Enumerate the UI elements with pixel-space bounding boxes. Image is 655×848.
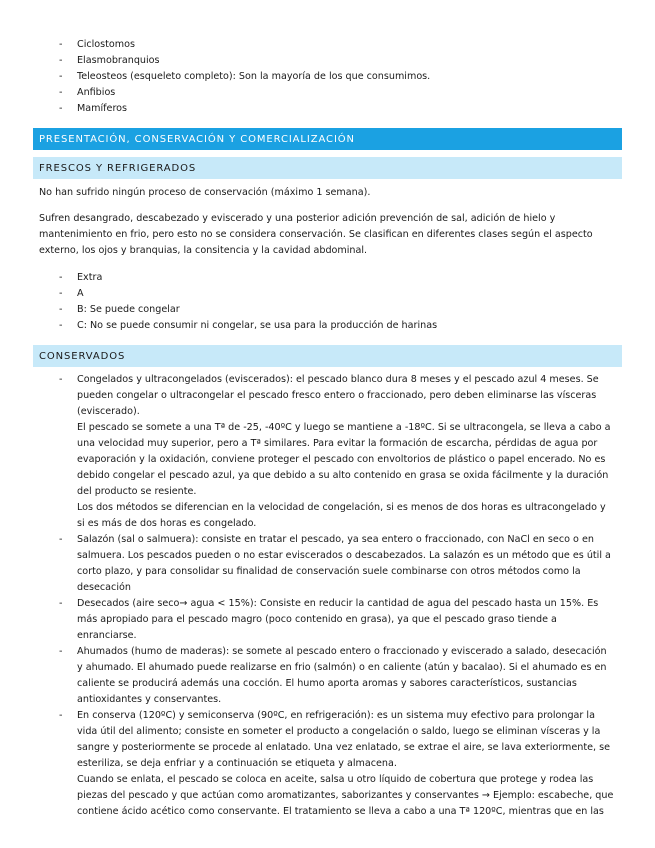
section-heading-presentacion: PRESENTACIÓN, CONSERVACIÓN Y COMERCIALIZACIÓN bbox=[33, 128, 622, 150]
list-item: - C: No se puede consumir ni congelar, se usa para la producción de harinas bbox=[0, 318, 640, 334]
list-item: - Mamíferos bbox=[0, 101, 640, 117]
list-item bbox=[0, 644, 614, 708]
list-item bbox=[0, 532, 614, 596]
conservation-methods-list bbox=[0, 372, 614, 820]
method-detail: El pescado se somete a una Tª de -25, -40ºC y luego se mantiene a -18ºC. Si se ultracongela, se lleva a cabo a una velocidad muy superior, pero a Tª similares. Para evitar la formación de escarcha, pérdidas de agua por evaporación y la oxidación, conviene proteger el pescado con envoltorios de plástico o papel encerado. No es debido congelar el pescado azul, ya que debido a su alto contenido en grasa se oxida fácilmente y la duración del producto se resiente. bbox=[77, 422, 611, 497]
list-item: - B: Se puede congelar bbox=[0, 302, 640, 318]
method-detail: Los dos métodos se diferencian en la velocidad de congelación, si es menos de dos horas es ultracongelado y si es más de dos horas es congelado. bbox=[77, 502, 606, 529]
list-item bbox=[0, 708, 614, 820]
method-description: - Congelados y ultracongelados (eviscerados): el pescado blanco dura 8 meses y el pescado azul 4 meses. Se pueden congelar o ultracongelar el pescado fresco entero o fraccionado, pero deben eliminarse las vísceras (eviscerado). bbox=[77, 374, 599, 417]
subheading-frescos: FRESCOS Y REFRIGERADOS bbox=[33, 157, 622, 179]
list-item: - Teleosteos (esqueleto completo): Son la mayoría de los que consumimos. bbox=[0, 69, 640, 85]
frescos-paragraph-2: Sufren desangrado, descabezado y eviscerado y una posterior adición prevención de sal, adición de hielo y mantenimiento en frio, pero esto no se considera conservación. Se clasifican en diferentes clases según el aspecto externo, los ojos y branquias, la consitencia y la cavidad abdominal. bbox=[39, 213, 593, 256]
method-detail: Cuando se enlata, el pescado se coloca en aceite, salsa u otro líquido de cobertura que protege y rodea las piezas del pescado y que actúan como aromatizantes, saborizantes y conservantes → Ejemplo: escabeche, que contiene ácido acético como conservante. El tratamiento se lleva a cabo a una Tª 120ºC, mientras que en las bbox=[77, 774, 614, 817]
list-item bbox=[0, 596, 614, 644]
list-item bbox=[0, 372, 614, 532]
list-item: - Ciclostomos bbox=[0, 37, 640, 53]
list-item: - A bbox=[0, 286, 640, 302]
list-item: - Extra bbox=[0, 270, 640, 286]
method-description: - En conserva (120ºC) y semiconserva (90ºC, en refrigeración): es un sistema muy efectivo para prolongar la vida útil del alimento; consiste en someter el producto a congelación o saldo, luego se eliminan vísceras y la sangre y posteriormente se procede al enlatado. Una vez enlatado, se extrae el aire, se lava exteriormente, se esteriliza, se deja enfriar y a continuación se etiqueta y almacena. bbox=[77, 710, 611, 769]
subheading-conservados: CONSERVADOS bbox=[33, 345, 622, 367]
method-description: - Ahumados (humo de maderas): se somete al pescado entero o fraccionado y eviscerado a salado, desecación y ahumado. El ahumado puede realizarse en frio (salmón) o en caliente (atún y bacalao). Si el ahumado es en caliente se producirá además una cocción. El humo aporta aromas y sabores característicos, sustancias antioxidantes y conservantes. bbox=[77, 646, 607, 705]
list-item: - Elasmobranquios bbox=[0, 53, 640, 69]
method-description: - Salazón (sal o salmuera): consiste en tratar el pescado, ya sea entero o fraccionado, con NaCl en seco o en salmuera. Los pescados pueden o no estar eviscerados o descabezados. La salazón es un método que es útil a corto plazo, y para consolidar su finalidad de conservación suele combinarse con otros métodos como la desecación bbox=[77, 534, 611, 593]
quality-grades-list bbox=[0, 270, 640, 334]
frescos-paragraph-1: No han sufrido ningún proceso de conservación (máximo 1 semana). bbox=[39, 187, 371, 198]
method-description: - Desecados (aire seco→ agua < 15%): Consiste en reducir la cantidad de agua del pescado hasta un 15%. Es más apropiado para el pescado magro (poco contenido en grasa), ya que el pescado graso tiende a enranciarse. bbox=[77, 598, 599, 641]
animal-groups-list bbox=[0, 37, 640, 117]
list-item: - Anfibios bbox=[0, 85, 640, 101]
